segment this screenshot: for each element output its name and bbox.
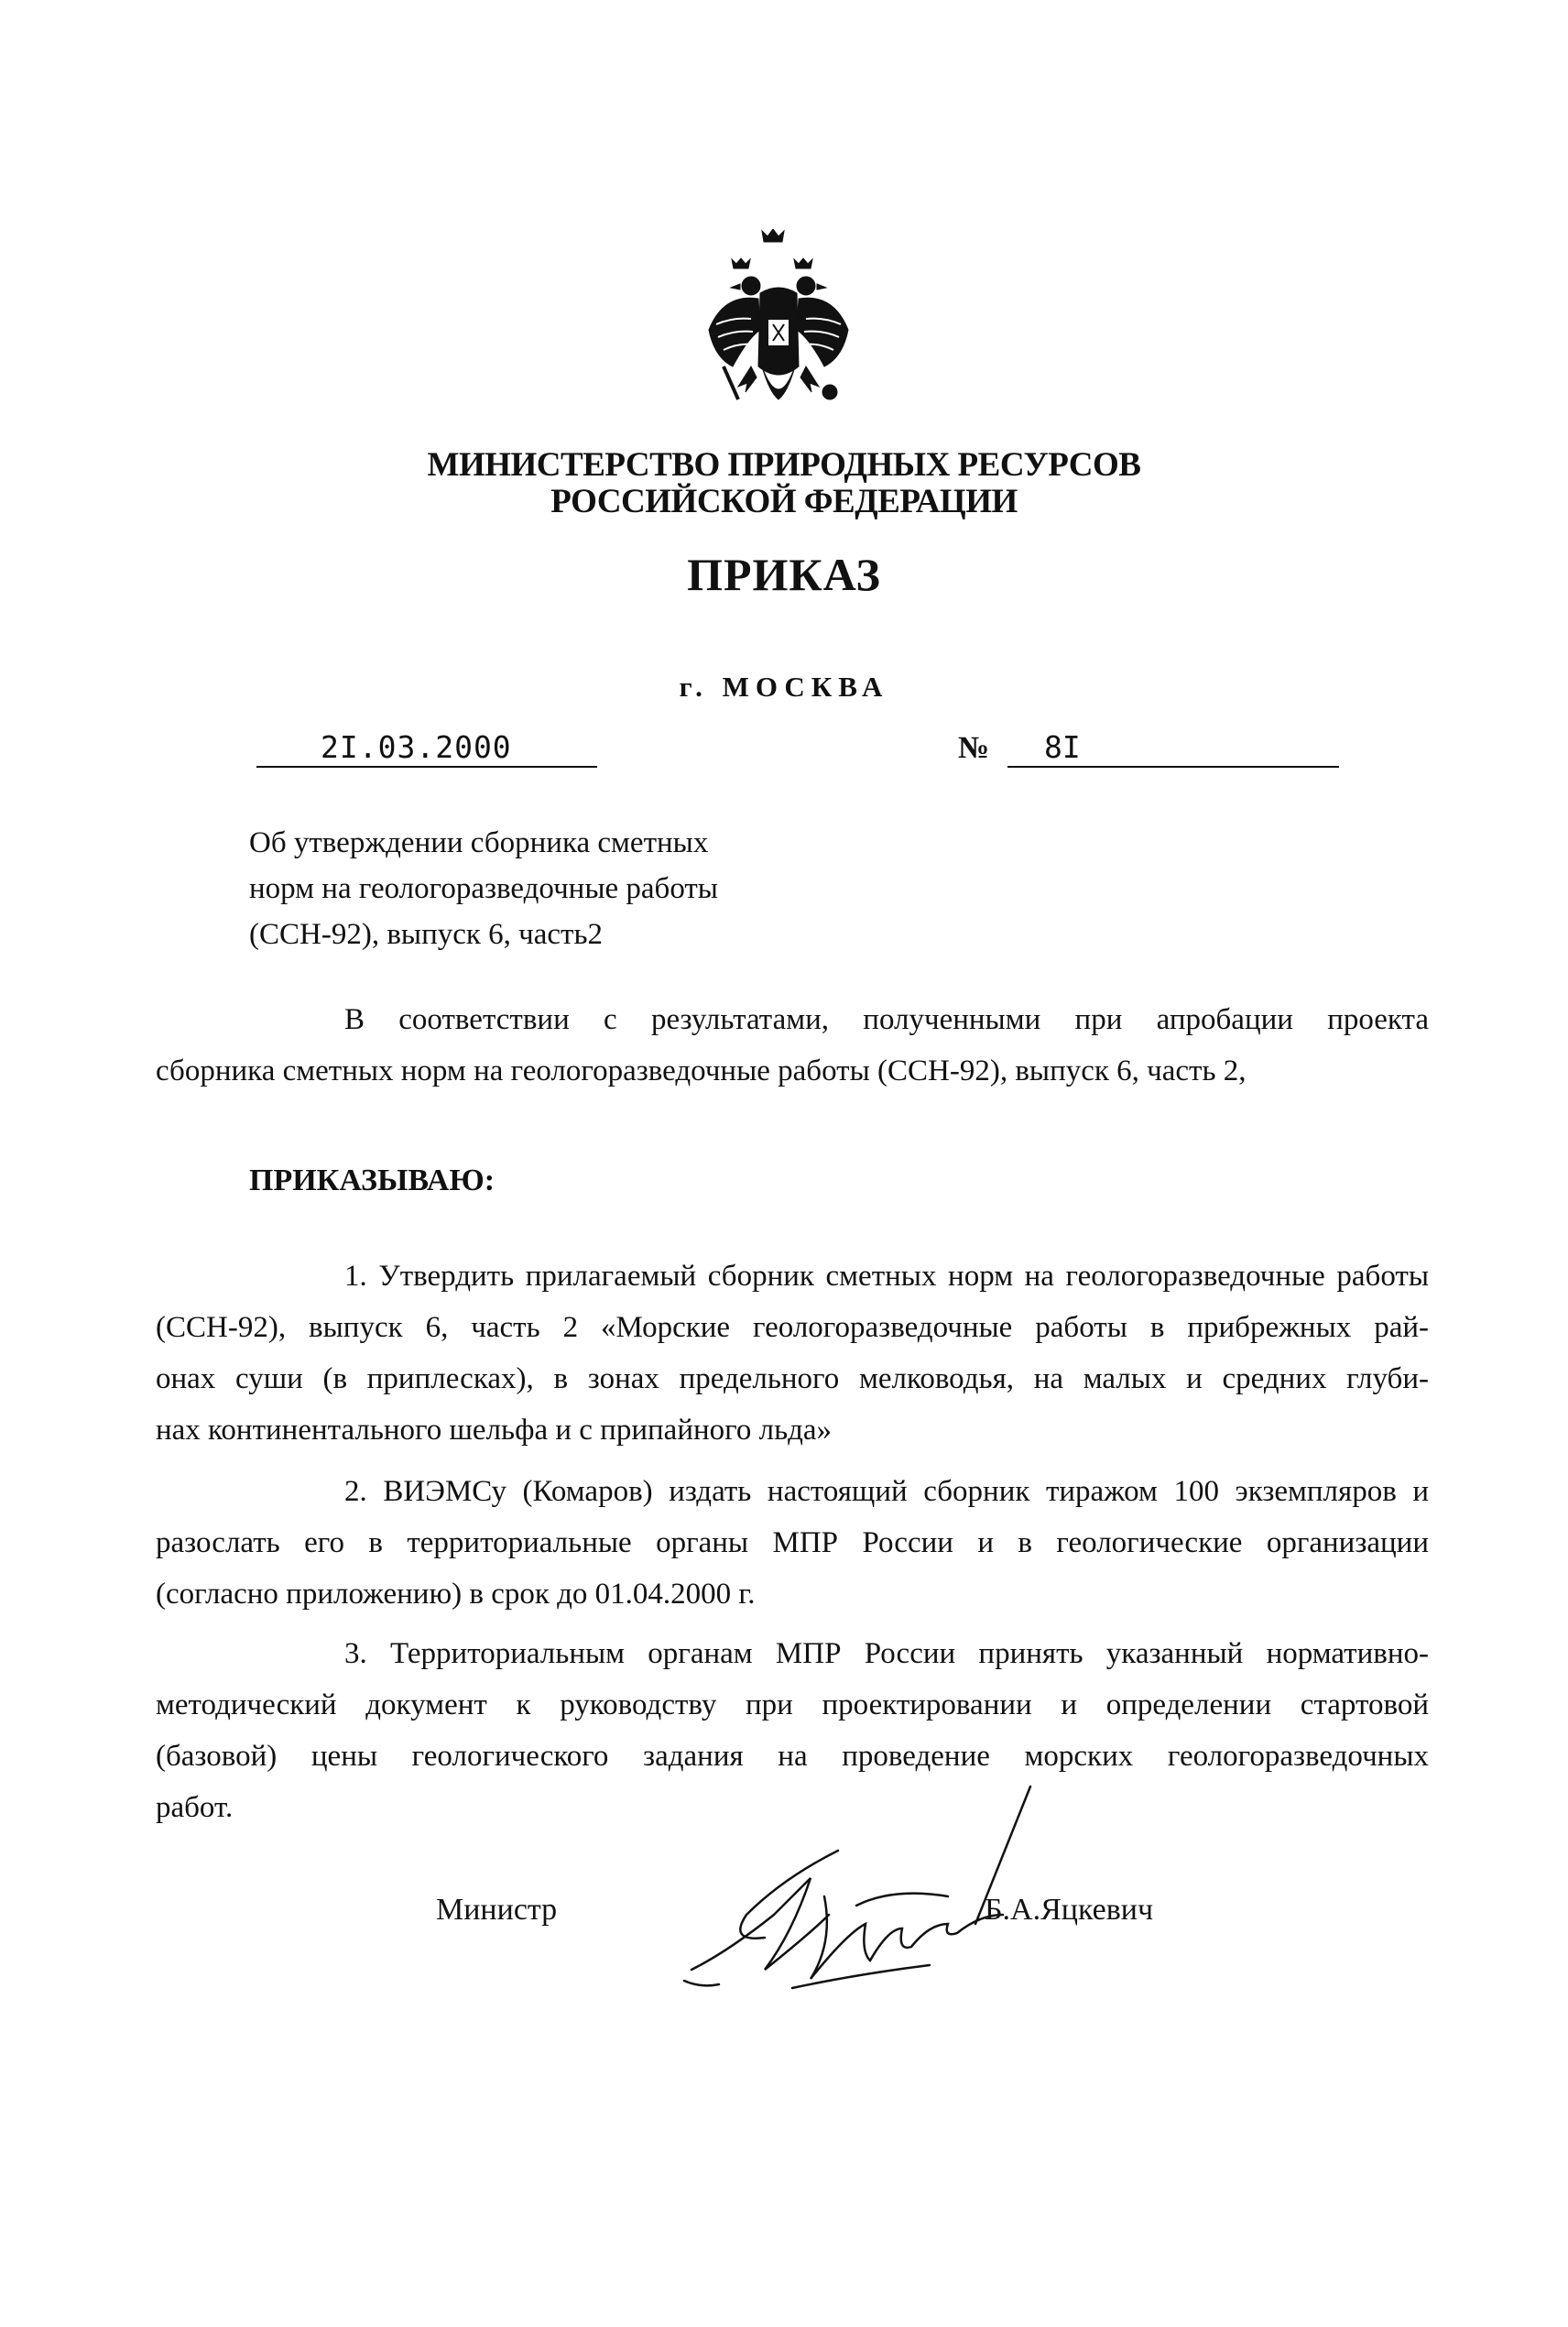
item-line: работ. <box>156 1791 234 1824</box>
item-line: 1. Утвердить прилагаемый сборник сметных норм на геологоразведочные работы <box>344 1260 1429 1293</box>
order-subject <box>249 820 718 957</box>
signer-name: Б.А.Яцкевич <box>985 1893 1154 1927</box>
number-sign: № <box>958 731 990 765</box>
preamble <box>156 994 1429 1097</box>
item-line: (базовой) цены геологического задания на проведение морских геологоразведочных <box>156 1740 1429 1773</box>
ministry-name-line2: РОССИЙСКОЙ ФЕДЕРАЦИИ <box>550 483 1018 520</box>
city: г. МОСКВА <box>679 671 889 703</box>
order-item-1 <box>156 1251 1429 1456</box>
coat-of-arms-icon <box>696 229 861 421</box>
document-type: ПРИКАЗ <box>687 549 881 600</box>
item-line: разослать его в территориальные органы МПР России и в геологические организации <box>156 1526 1429 1559</box>
preamble-line: В соответствии с результатами, полученными при апробации проекта <box>344 1003 1429 1036</box>
item-line: нах континентального шельфа и с припайного льда» <box>156 1414 833 1447</box>
signer-position: Министр <box>436 1893 558 1927</box>
subject-line: Об утверждении сборника сметных <box>249 826 709 859</box>
item-line: онах суши (в приплесках), в зонах предельного мелководья, на малых и средних глуби- <box>156 1362 1429 1395</box>
item-line: (согласно приложению) в срок до 01.04.2000 г. <box>156 1578 756 1611</box>
number-underline <box>1007 766 1339 768</box>
ministry-name-line1: МИНИСТЕРСТВО ПРИРОДНЫХ РЕСУРСОВ <box>427 446 1141 484</box>
order-number: 8I <box>1044 729 1081 765</box>
subject-line: норм на геологоразведочные работы <box>249 872 718 905</box>
item-line: 3. Территориальным органам МПР России принять указанный нормативно- <box>344 1637 1429 1670</box>
date-underline <box>256 766 597 768</box>
item-line: методический документ к руководству при проектировании и определении стартовой <box>156 1688 1429 1721</box>
order-item-2 <box>156 1466 1429 1620</box>
order-date: 2I.03.2000 <box>321 729 512 765</box>
item-line: 2. ВИЭМСу (Комаров) издать настоящий сборник тиражом 100 экземпляров и <box>344 1475 1429 1508</box>
order-word: ПРИКАЗЫВАЮ: <box>249 1164 495 1197</box>
preamble-line: сборника сметных норм на геологоразведочные работы (ССН-92), выпуск 6, часть 2, <box>156 1054 1247 1087</box>
item-line: (ССН-92), выпуск 6, часть 2 «Морские геологоразведочные работы в прибрежных рай- <box>156 1311 1429 1344</box>
subject-line: (ССН-92), выпуск 6, часть2 <box>249 918 604 951</box>
